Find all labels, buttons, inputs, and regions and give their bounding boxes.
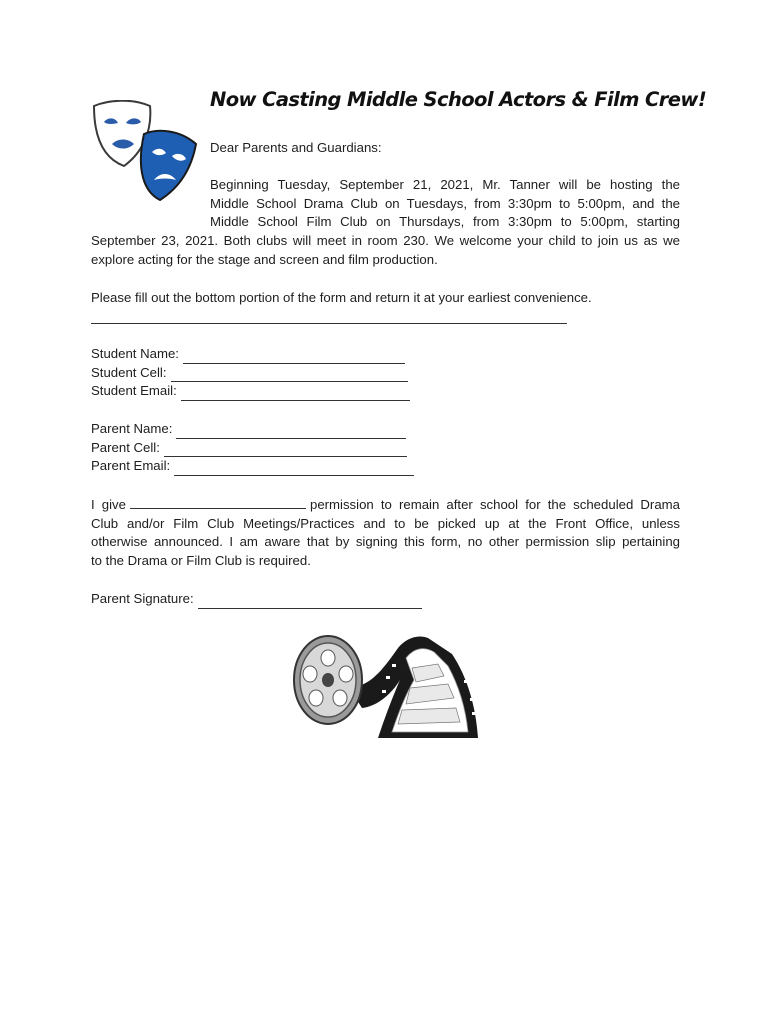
intro-paragraph-top [210,176,680,232]
student-email-input[interactable] [181,386,410,401]
student-cell-label: Student Cell: [91,364,167,380]
student-name-label: Student Name: [91,346,179,361]
student-fields [91,345,511,401]
intro-line: September 23, 2021. Both clubs will meet in room 230. We welcome your child to join us as we [91,233,680,248]
parent-fields [91,420,511,476]
parent-email-label: Parent Email: [91,458,171,474]
cut-line-divider [91,323,567,324]
parent-cell-field[interactable] [91,439,511,458]
parent-email-field[interactable] [91,457,511,476]
permission-line: otherwise announced. I am aware that by signing this form, no other permission slip pertaining [91,534,680,550]
film-reel-icon [288,628,480,740]
parent-signature-input[interactable] [198,594,422,609]
drama-masks-icon [88,100,200,206]
parent-signature-field[interactable] [91,590,422,609]
permission-line: to the Drama or Film Club is required. [91,552,311,568]
permission-statement [91,495,680,570]
parent-cell-input[interactable] [164,442,407,457]
intro-line: Middle School Drama Club on Tuesdays, from 3:30pm to 5:00pm, and the [210,195,680,211]
parent-name-input[interactable] [176,424,406,439]
student-name-blank[interactable] [130,495,306,509]
instruction-text: Please fill out the bottom portion of the form and return it at your earliest convenience. [91,290,592,305]
parent-signature-label: Parent Signature: [91,591,194,606]
intro-line: Middle School Film Club on Thursdays, from 3:30pm to 5:00pm, starting [210,214,680,230]
student-email-field[interactable] [91,382,511,401]
greeting: Dear Parents and Guardians: [210,140,382,155]
student-email-label: Student Email: [91,383,177,399]
permission-prefix: I give [91,497,126,512]
parent-email-input[interactable] [174,461,414,476]
permission-line: Club and/or Film Club Meetings/Practices and to be picked up at the Front Office, unless [91,515,680,531]
student-cell-field[interactable] [91,364,511,383]
intro-paragraph-bottom [91,232,680,269]
student-name-input[interactable] [183,349,405,364]
parent-cell-label: Parent Cell: [91,439,160,455]
student-cell-input[interactable] [171,367,408,382]
parent-name-label: Parent Name: [91,421,173,436]
parent-name-field[interactable] [91,420,511,439]
intro-line: explore acting for the stage and screen and film production. [91,251,438,267]
page-title: Now Casting Middle School Actors & Film Crew! [210,88,707,111]
permission-line [91,495,680,515]
intro-line: Beginning Tuesday, September 21, 2021, Mr. Tanner will be hosting the [210,177,680,192]
permission-line1-rest: permission to remain after school for the scheduled Drama [309,497,680,512]
student-name-field[interactable] [91,345,511,364]
